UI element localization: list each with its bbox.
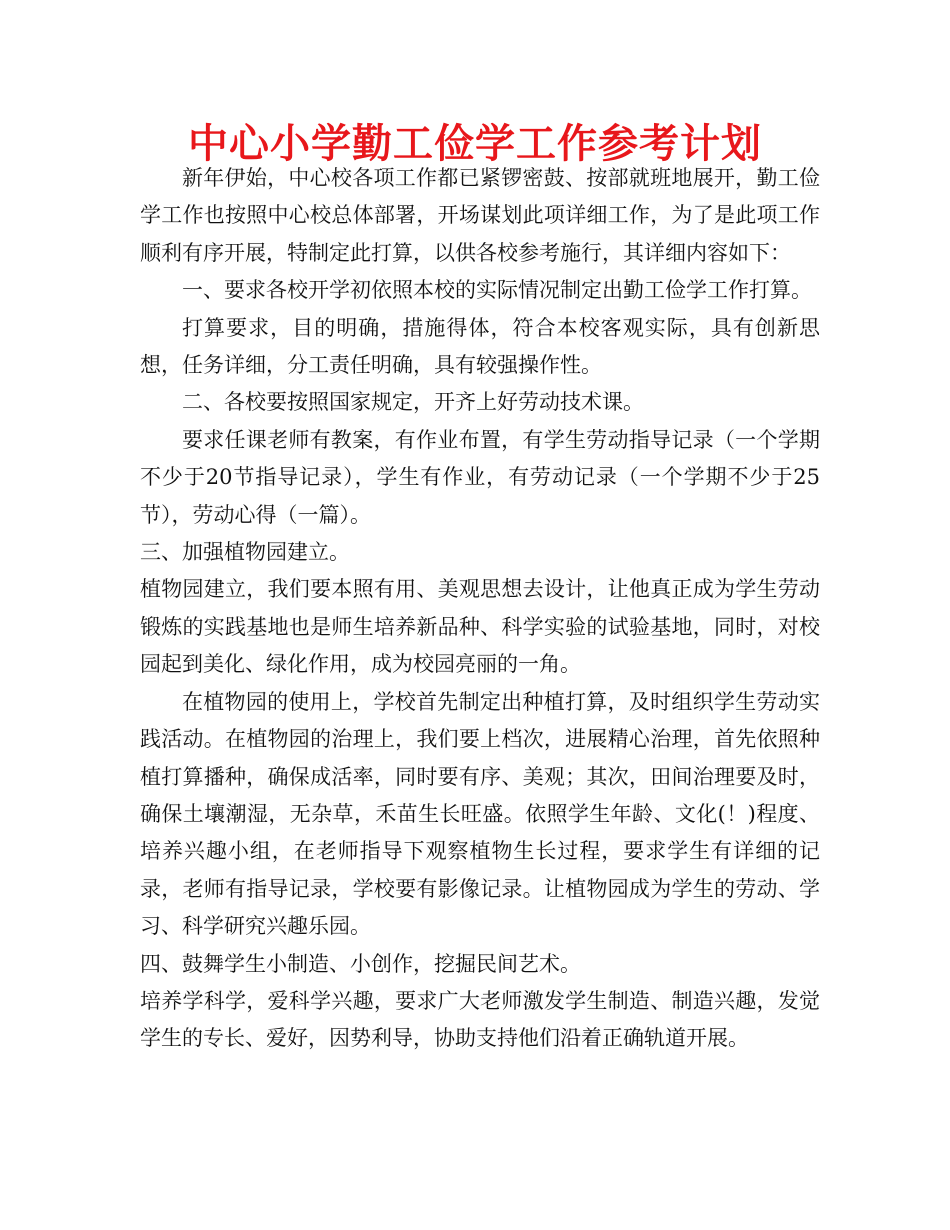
paragraph-section-4-heading: 四、鼓舞学生小制造、小创作，挖掘民间艺术。 (140, 951, 581, 976)
paragraph-cultivate-interest: 培养学科学，爱科学兴趣，要求广大老师激发学生制造、制造兴趣，发觉学生的专长、爱好，因势利导，协助支持他们沿着正确轨道开展。 (140, 988, 820, 1051)
paragraph-garden-construction: 植物园建立，我们要本照有用、美观思想去设计，让他真正成为学生劳动锻炼的实践基地也是师生培养新品种、科学实验的试验基地，同时，对校园起到美化、绿化作用，成为校园亮丽的一角。 (140, 577, 820, 677)
paragraph-section-2-heading: 二、各校要按照国家规定，开齐上好劳动技术课。 (182, 390, 644, 415)
document-body (140, 160, 820, 1058)
paragraph-teacher-requirements: 要求任课老师有教案，有作业布置，有学生劳动指导记录（一个学期不少于20节指导记录），学生有作业，有劳动记录（一个学期不少于25节），劳动心得（一篇）。 (140, 427, 820, 527)
paragraph-section-3-heading: 三、加强植物园建立。 (140, 540, 350, 565)
paragraph-intro: 新年伊始，中心校各项工作都已紧锣密鼓、按部就班地展开，勤工俭学工作也按照中心校总体部署，开场谋划此项详细工作，为了是此项工作顺利有序开展，特制定此打算，以供各校参考施行，其详细内容如下： (140, 166, 820, 265)
document-title: 中心小学勤工俭学工作参考计划 (188, 121, 762, 167)
paragraph-section-1-heading: 一、要求各校开学初依照本校的实际情况制定出勤工俭学工作打算。 (182, 278, 812, 303)
paragraph-plan-requirements: 打算要求，目的明确，措施得体，符合本校客观实际，具有创新思想，任务详细，分工责任明确，具有较强操作性。 (140, 315, 820, 378)
paragraph-garden-usage: 在植物园的使用上，学校首先制定出种植打算，及时组织学生劳动实践活动。在植物园的治理上，我们要上档次，进展精心治理，首先依照种植打算播种，确保成活率，同时要有序、美观；其次，田间治理要及时，确保土壤潮湿，无杂草，禾苗生长旺盛。依照学生年龄、文化(！)程度、培养兴趣小组，在老师指导下观察植物生长过程，要求学生有详细的记录，老师有指导记录，学校要有影像记录。让植物园成为学生的劳动、学习、科学研究兴趣乐园。 (140, 689, 820, 939)
